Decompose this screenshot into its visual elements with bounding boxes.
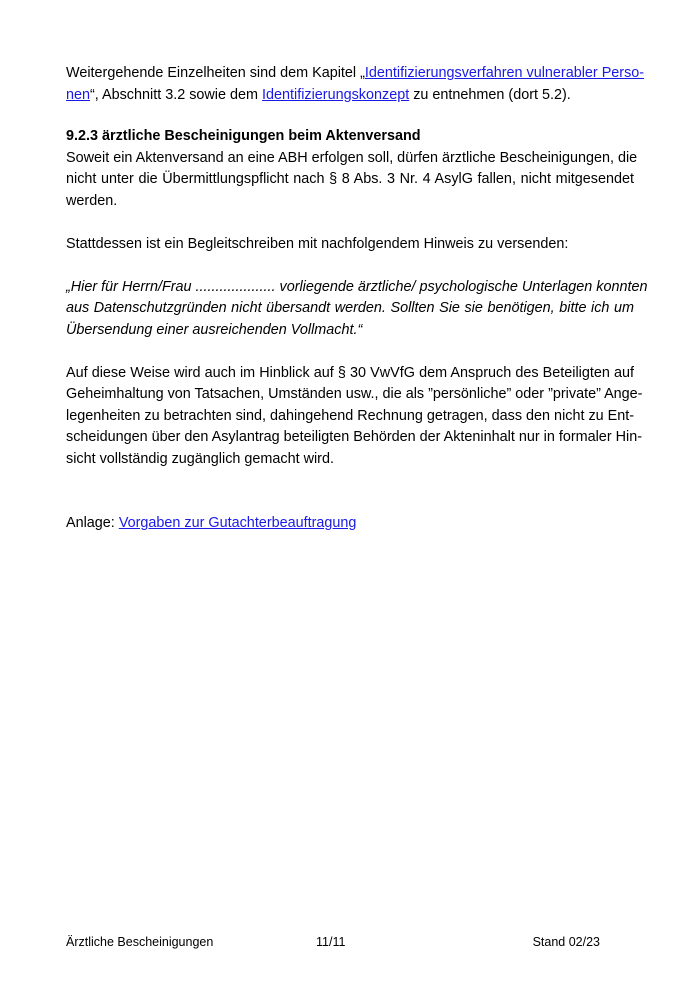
attachment-label: Anlage: (66, 515, 119, 531)
quote-line-2: aus Datenschutzgründen nicht übersandt werden. Sollten Sie sie benötigen, bitte ich um (66, 300, 634, 316)
spacer (66, 470, 634, 492)
quote-line-1: „Hier für Herrn/Frau .................... vorliegende ärztliche/ psychologische Unterlagen konnten (66, 278, 648, 295)
para3-line-3: legenheiten zu betrachten sind, dahingehend Rechnung getragen, dass den nicht zu Ent- (66, 407, 635, 424)
link-identifizierungsverfahren-cont[interactable]: nen (66, 86, 91, 103)
intro-paragraph (66, 63, 645, 106)
section-paragraph-1 (66, 148, 638, 213)
attachment-line (66, 513, 634, 535)
section-paragraph-2: Stattdessen ist ein Begleitschreiben mit nachfolgendem Hinweis zu versenden: (66, 235, 569, 252)
quote-paragraph (66, 277, 648, 342)
page-content (66, 63, 648, 535)
para3-line-2: Geheimhaltung von Tatsachen, Umständen usw., die als ”persönliche” oder ”private” Ange- (66, 386, 643, 402)
intro-text-3: zu entnehmen (dort 5.2). (409, 86, 571, 103)
section-paragraph-3 (66, 363, 643, 471)
footer-document-title: Ärztliche Bescheinigungen (66, 935, 214, 949)
para3-line-5: sicht vollständig zugänglich gemacht wird. (66, 450, 334, 467)
footer-page-number: 11/11 (316, 935, 346, 949)
spacer (66, 255, 634, 277)
link-identifizierungsverfahren[interactable]: Identifizierungsverfahren vulnerabler Perso- (364, 65, 645, 81)
para3-line-4: scheidungen über den Asylantrag beteiligten Behörden der Akteninhalt nur in formaler Hin- (66, 429, 642, 445)
intro-line-1 (66, 63, 645, 85)
footer-version-date: Stand 02/23 (532, 935, 600, 949)
link-identifizierungskonzept[interactable]: Identifizierungskonzept (262, 86, 410, 103)
spacer (66, 492, 634, 514)
para1-line-1: Soweit ein Aktenversand an eine ABH erfolgen soll, dürfen ärztliche Bescheinigungen, die (66, 149, 638, 166)
quote-line-3: Übersendung einer ausreichenden Vollmacht.“ (66, 321, 363, 338)
intro-line-2 (66, 85, 634, 107)
link-gutachterbeauftragung[interactable]: Vorgaben zur Gutachterbeauftragung (118, 515, 357, 531)
para1-line-3: werden. (66, 192, 118, 209)
intro-text-1: Weitergehende Einzelheiten sind dem Kapitel „ (66, 65, 365, 81)
spacer (66, 341, 634, 363)
spacer (66, 212, 634, 234)
intro-text-2: “, Abschnitt 3.2 sowie dem (90, 86, 262, 103)
section-heading: 9.2.3 ärztliche Bescheinigungen beim Aktenversand (66, 128, 421, 144)
para1-line-2: nicht unter die Übermittlungspflicht nach § 8 Abs. 3 Nr. 4 AsylG fallen, nicht mitgesendet (66, 171, 634, 187)
para3-line-1: Auf diese Weise wird auch im Hinblick auf § 30 VwVfG dem Anspruch des Beteiligten auf (66, 364, 634, 381)
